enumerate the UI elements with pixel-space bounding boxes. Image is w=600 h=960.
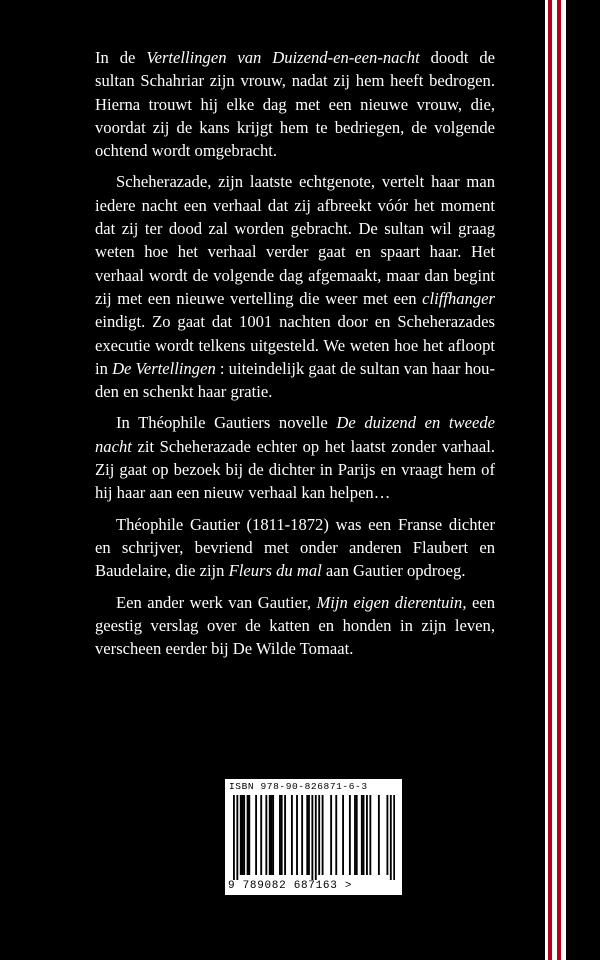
isbn-barcode: [225, 779, 402, 895]
italic-title: Vertellingen van Duizend-en-een-nacht: [146, 48, 420, 67]
barcode-bar: [247, 795, 249, 875]
barcode-bar: [349, 795, 351, 875]
italic-title: Fleurs du mal: [228, 561, 322, 581]
barcode-bar: [335, 795, 337, 875]
spine-edge: [566, 0, 600, 960]
italic-title: De duizend en tweede nacht: [95, 413, 495, 456]
barcode-bar: [255, 795, 257, 875]
barcode-bar: [248, 795, 250, 875]
italic-title: cliffhanger: [422, 288, 495, 308]
barcode-bar: [393, 795, 395, 880]
barcode-bar: [318, 795, 320, 875]
barcode-bar: [301, 795, 303, 875]
text-run: zit Scheherazade echter op het laatst zonder varhaal. Zij gaat op bezoek bij de dichter in Parijs en vraagt hem of hij haar aan een nieuw verhaal kan helpen…: [95, 436, 495, 503]
italic-title: Mijn eigen dierentuin: [316, 592, 463, 612]
barcode-bar: [342, 795, 344, 875]
spine-stripe-red-right: [557, 0, 561, 960]
barcode-bar: [236, 795, 238, 880]
isbn-label: ISBN 978-90-826871-6-3: [229, 781, 368, 792]
blurb-text: [95, 46, 495, 668]
barcode-bar: [378, 795, 380, 875]
text-run: : uiteindelijk gaat de sultan van haar houden en schenkt haar gratie.: [95, 358, 495, 402]
barcode-bar: [366, 795, 368, 875]
barcode-bar: [271, 795, 273, 875]
barcode-bar: [296, 795, 298, 875]
paragraph: [95, 591, 495, 661]
spine-stripe-red-left: [548, 0, 552, 960]
barcode-bar: [322, 795, 324, 875]
barcode-bar: [306, 795, 308, 875]
text-run: Théophile Gautier (1811-1872) was een Franse dichter en schrijver, bevriend met onder anderen Flaubert en Baudelaire, die zijn: [95, 514, 495, 581]
barcode-bar: [356, 795, 358, 875]
ean-digits: 9 789082 687163 >: [228, 880, 353, 892]
text-run: doodt de sultan Schahriar zijn vrouw, nadat zij hem heeft bedrogen. Hierna trouwt hij elke dag met een nieuwe vrouw, die, voordat zij de kans krijgt hem te bedriegen, de volgende ochtend wordt omgebracht.: [95, 48, 495, 161]
barcode-bar: [390, 795, 392, 880]
paragraph: [95, 411, 495, 504]
barcode-bar: [240, 795, 242, 875]
barcode-bar: [363, 795, 365, 875]
barcode-bar: [243, 795, 245, 875]
barcode-bar: [291, 795, 293, 875]
text-run: In Théophile Gautiers novelle: [116, 413, 337, 433]
barcode-bar: [281, 795, 283, 875]
barcode-bar: [311, 795, 313, 880]
barcode-bar: [269, 795, 271, 875]
text-run: Scheherazade, zijn laatste echtgenote, vertelt haar man iedere nacht een verhaal dat zij afbreekt vóór het moment dat zij ter dood zal worden gebracht. De sultan wil graag weten hoe het verhaal verder gaat en spaart haar. Het verhaal wordt de volgende dag afgemaakt, maar dan begint zij met een nieuwe vertelling die weer met een: [95, 172, 495, 308]
barcode-bars: [233, 795, 395, 880]
barcode-bar: [354, 795, 356, 875]
italic-title: De Vertellingen: [112, 358, 216, 378]
barcode-bar: [265, 795, 267, 875]
text-run: In de: [95, 48, 147, 67]
barcode-bar: [284, 795, 286, 875]
paragraph: [95, 170, 495, 403]
barcode-bar: [361, 795, 363, 875]
barcode-bar: [308, 795, 310, 875]
text-run: Een ander werk van Gautier,: [116, 592, 317, 612]
barcode-bar: [369, 795, 371, 875]
barcode-bar: [386, 795, 388, 875]
text-run: aan Gautier opdroeg.: [321, 561, 466, 581]
barcode-bar: [272, 795, 274, 875]
barcode-bar: [242, 795, 244, 875]
paragraph: [95, 46, 495, 162]
paragraph: [95, 513, 495, 583]
barcode-bar: [315, 795, 317, 880]
text-run: eindigt. Zo gaat dat 1001 nachten door en Scheherazades executie wordt telkens uitgesteld. We weten hoe het afloopt in: [95, 312, 495, 378]
barcode-bar: [233, 795, 235, 880]
barcode-bar: [279, 795, 281, 875]
barcode-bar: [330, 795, 332, 875]
barcode-bar: [260, 795, 262, 875]
text-run: , een geestig verslag over de katten en honden in zijn leven, verscheen eerder bij De Wilde Tomaat.: [95, 592, 496, 659]
